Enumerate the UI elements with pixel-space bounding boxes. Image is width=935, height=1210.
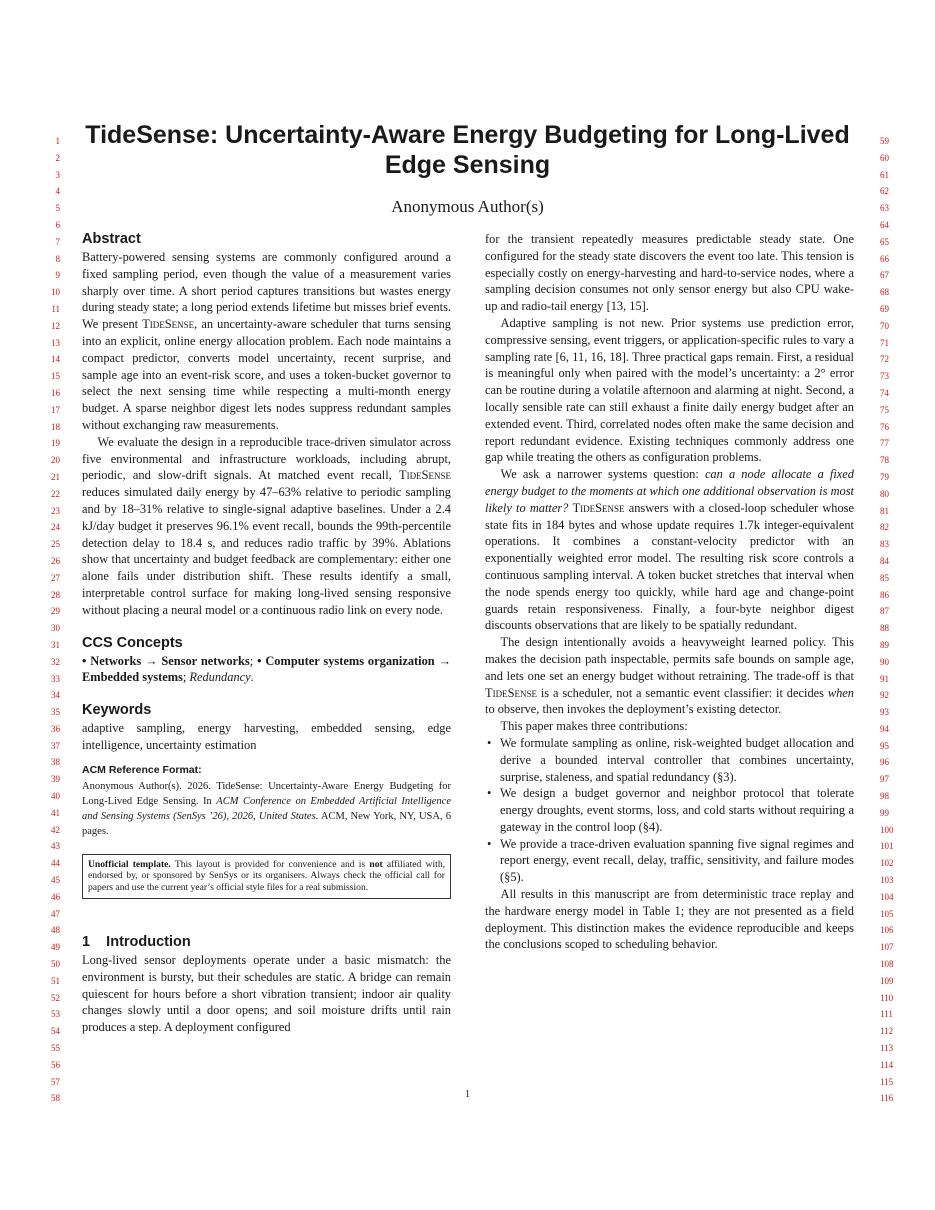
line-number: 74: [880, 387, 889, 398]
introduction-heading: 1 Introduction: [82, 933, 191, 950]
acm-reference-text: [82, 779, 451, 839]
line-number: 56: [51, 1059, 60, 1070]
line-number: 93: [880, 707, 889, 718]
line-number: 61: [880, 169, 889, 180]
line-number: 44: [51, 858, 60, 869]
line-number: 81: [880, 505, 889, 516]
line-number: 30: [51, 623, 60, 634]
line-number: 94: [880, 723, 889, 734]
line-number: 41: [51, 807, 60, 818]
title-line-1: TideSense: Uncertainty-Aware Energy Budgeting for Long-Lived: [85, 121, 850, 149]
intro-p4-a: The design intentionally avoids a heavyweight learned policy. This makes the decision path inspectable, permits safe bounds on sample age, and lets one set an energy budget without retraining. The trade-off is that: [485, 635, 854, 683]
system-name: TideSense: [142, 317, 195, 332]
line-number: 82: [880, 522, 889, 533]
line-number: 47: [51, 908, 60, 919]
line-number: 27: [51, 572, 60, 583]
unofficial-template-notice: [82, 854, 451, 899]
line-number: 113: [880, 1043, 894, 1054]
authors: Anonymous Author(s): [391, 197, 544, 216]
line-number: 85: [880, 572, 889, 583]
line-number: 20: [51, 455, 60, 466]
line-number: 71: [880, 337, 889, 348]
ccs-concept-1: • Networks → Sensor networks: [82, 653, 250, 668]
abstract-paragraph-2: [82, 434, 451, 619]
line-number: 72: [880, 354, 889, 365]
line-number: 108: [880, 959, 894, 970]
line-number: 101: [880, 841, 894, 852]
line-number: 25: [51, 539, 60, 550]
intro-paragraph-6: All results in this manuscript are from deterministic trace replay and the hardware energy model in Table 1; they are not presented as a field deployment. This distinction makes the evidence reproducible and keeps the conclusions scoped to scheduling behavior.: [485, 887, 854, 952]
intro-paragraph-3: [485, 466, 854, 634]
line-number: 3: [55, 169, 60, 180]
line-number: 8: [55, 253, 60, 264]
line-number: 18: [51, 421, 60, 432]
line-number: 35: [51, 707, 60, 718]
line-number: 21: [51, 471, 60, 482]
intro-paragraph-4: [485, 634, 854, 718]
ccs-concepts: [82, 653, 451, 687]
line-number: 62: [880, 186, 889, 197]
line-number: 103: [880, 875, 894, 886]
line-number: 95: [880, 740, 889, 751]
line-number: 1: [55, 136, 60, 146]
abstract-paragraph-1: [82, 249, 451, 434]
abstract-p2-text-b: reduces simulated daily energy by 47–63% relative to periodic sampling and by 18–31% relative to single-signal adaptive baselines. Under a 2.4 kJ/day budget it preserves 96.1% event recall, bounds the 99th-percentile detection delay to 18.4 s, and reduces radio traffic by 39%. Ablations show that uncertainty and budget feedback are complementary: either one alone fails under distribution shift. These results identify a small, interpretable control surface for making long-lived sensing responsive without placing a neural model or a continuous radio link on every node.: [82, 485, 451, 617]
intro-p3-b: answers with a closed-loop scheduler whose state fits in 184 bytes and whose update requires 1.7k integer-equivalent operations. It combines a constant-velocity predictor with an exponentially weighted error model. The resulting risk score controls a continuous sampling interval. A token bucket stretches that interval when the node spends energy too quickly, while hard age and change-point guards retain responsiveness. Finally, a four-byte neighbor digest discounts observations that are likely to be spatially redundant.: [485, 500, 854, 633]
line-number: 111: [880, 1009, 893, 1020]
line-number: 15: [51, 371, 60, 382]
keywords-heading: Keywords: [82, 702, 152, 719]
paper-title: [82, 120, 853, 180]
notice-bold: Unofficial template.: [88, 858, 171, 870]
left-column: [82, 229, 451, 1036]
ccs-separator: ;: [249, 653, 258, 668]
line-number: 79: [880, 471, 889, 482]
line-number: 7: [55, 236, 60, 247]
abstract-heading: Abstract: [82, 231, 141, 247]
keywords-text: adaptive sampling, energy harvesting, embedded sensing, edge intelligence, uncertainty estimation: [82, 721, 451, 752]
line-number: 48: [51, 925, 60, 936]
line-number: 104: [880, 891, 894, 902]
line-number: 77: [880, 438, 889, 449]
line-number: 67: [880, 270, 889, 281]
line-number: 55: [51, 1043, 60, 1054]
research-question: can a node allocate a fixed energy budget to the moments at which one additional observation is most likely to matter?: [485, 467, 854, 515]
line-number: 84: [880, 555, 889, 566]
notice-text-b: affiliated with, endorsed by, or sponsored by SenSys or its organisers. Always check the official call for papers and use the current year’s official style files for a real submission.: [88, 858, 446, 894]
line-number: 83: [880, 539, 889, 550]
line-number: 40: [51, 791, 60, 802]
line-number: 64: [880, 219, 889, 230]
line-number: 4: [55, 186, 60, 197]
line-number: 11: [51, 303, 60, 314]
contribution-item: • We formulate sampling as online, risk-weighted budget allocation and derive a bounded interval controller that combines uncertainty, surprise, staleness, and spatial redundancy (§3).: [485, 735, 854, 785]
line-number: 90: [880, 656, 889, 667]
line-number: 86: [880, 589, 889, 600]
line-number: 10: [51, 287, 60, 298]
line-number: 26: [51, 555, 60, 566]
line-number: 32: [51, 656, 60, 667]
line-number: 69: [880, 303, 889, 314]
abstract-p2-text-a: We evaluate the design in a reproducible trace-driven simulator across five environmental and infrastructure workloads, including abrupt, periodic, and slow-drift signals. At matched event recall,: [82, 434, 451, 483]
contributions-list: [485, 735, 854, 886]
line-number: 68: [880, 287, 889, 298]
intro-paragraph-2: Adaptive sampling is not new. Prior systems use prediction error, compressive sensing, event triggers, or application-specific rules to vary a sampling rate [6, 11, 16, 18]. Three practical gaps remain. First, a residual is meaningful only when paired with the model’s uncertainty: a 2° error can be routine during a volatile afternoon and alarming at night. Second, a locally sensible rate can still exhaust a finite daily energy budget after an extended event. Third, correlated nodes often make the same decision and report redundant evidence. Existing techniques commonly address one gap while treating the others as configuration problems.: [485, 315, 854, 465]
line-number: 39: [51, 774, 60, 785]
line-number: 57: [51, 1076, 60, 1087]
line-number: 100: [880, 824, 894, 835]
line-number: 80: [880, 488, 889, 499]
ccs-separator: ;: [182, 670, 190, 685]
line-number: 13: [51, 337, 60, 348]
intro-paragraph-1-start: Long-lived sensor deployments operate under a basic mismatch: the environment is bursty, but their schedules are static. A bridge can remain quiescent for hours before a short vibration transient; indoor air quality changes slowly until a door opens; and soil moisture drifts until rain produces a step. A deployment configured: [82, 952, 451, 1035]
line-number: 19: [51, 438, 60, 449]
line-number: 99: [880, 807, 889, 818]
contribution-item: • We design a budget governor and neighbor protocol that tolerate energy droughts, event storms, loss, and cold starts without requiring a gateway in the control loop (§4).: [485, 785, 854, 835]
line-number: 33: [51, 673, 60, 684]
intro-p3-a: We ask a narrower systems question:: [500, 467, 705, 482]
line-number: 105: [880, 908, 894, 919]
system-name: TideSense: [485, 685, 537, 700]
acm-reference-heading: ACM Reference Format:: [82, 763, 202, 776]
line-number: 102: [880, 858, 894, 869]
line-number: 29: [51, 606, 60, 617]
line-number: 43: [51, 841, 60, 852]
line-number: 116: [880, 1093, 894, 1104]
line-number: 45: [51, 875, 60, 886]
line-number: 22: [51, 488, 60, 499]
line-number: 115: [880, 1076, 894, 1087]
right-column: [485, 231, 854, 953]
intro-paragraph-5: This paper makes three contributions:: [500, 719, 688, 734]
line-number: 12: [51, 320, 60, 331]
line-number: 65: [880, 236, 889, 247]
intro-p4-b: is a scheduler, not a semantic event classifier: it decides: [536, 685, 828, 700]
line-number: 88: [880, 623, 889, 634]
acm-ref-venue: ACM Conference on Embedded Artificial Intelligence and Sensing Systems (SenSys ’26), 2026, United States.: [82, 795, 451, 822]
line-number: 75: [880, 404, 889, 415]
line-numbers-left: [38, 133, 60, 1107]
line-number: 2: [55, 152, 60, 163]
line-number: 38: [51, 757, 60, 768]
line-number: 23: [51, 505, 60, 516]
ccs-concept-2: • Computer systems organization → Embedded systems: [82, 653, 451, 685]
line-number: 14: [51, 354, 60, 365]
line-number: 28: [51, 589, 60, 600]
notice-text-a: This layout is provided for convenience and is: [170, 858, 370, 870]
ccs-end: .: [250, 670, 254, 685]
line-number: 5: [55, 203, 60, 214]
line-number: 106: [880, 925, 894, 936]
acm-ref-b: ACM, New York, NY, USA, 6 pages.: [82, 810, 451, 837]
line-number: 70: [880, 320, 889, 331]
line-number: 87: [880, 606, 889, 617]
system-name: TideSense: [399, 468, 451, 483]
line-number: 54: [51, 1026, 60, 1037]
contribution-item: • We provide a trace-driven evaluation spanning five signal regimes and report energy, event recall, delay, traffic, sensitivity, and failure modes (§5).: [485, 836, 854, 886]
line-number: 31: [51, 639, 60, 650]
ccs-heading: CCS Concepts: [82, 634, 183, 651]
acm-ref-a: Anonymous Author(s). 2026. TideSense: Uncertainty-Aware Energy Budgeting for Long-Lived Edge Sensing. In: [82, 780, 451, 807]
line-number: 34: [51, 690, 60, 701]
line-number: 96: [880, 757, 889, 768]
line-number: 114: [880, 1059, 894, 1070]
line-number: 92: [880, 690, 889, 701]
line-number: 36: [51, 723, 60, 734]
line-number: 98: [880, 791, 889, 802]
line-number: 51: [51, 975, 60, 986]
line-number: 42: [51, 824, 60, 835]
line-number: 107: [880, 942, 894, 953]
line-number: 52: [51, 992, 60, 1003]
line-number: 37: [51, 740, 60, 751]
line-number: 60: [880, 152, 889, 163]
ccs-concept-3: Redundancy: [189, 670, 251, 685]
line-number: 89: [880, 639, 889, 650]
line-number: 66: [880, 253, 889, 264]
line-number: 16: [51, 387, 60, 398]
line-number: 112: [880, 1026, 894, 1037]
line-number: 9: [55, 270, 60, 281]
line-number: 53: [51, 1009, 60, 1020]
line-number: 97: [880, 774, 889, 785]
line-number: 6: [55, 219, 60, 230]
title-line-2: Edge Sensing: [384, 151, 551, 179]
system-name: TideSense: [572, 500, 625, 515]
line-number: 24: [51, 522, 60, 533]
abstract-p1-text-b: , an uncertainty-aware scheduler that turns sensing into an explicit, online energy allocation problem. Each node maintains a compact predictor, converts model uncertainty, recent surprise, and sample age into an event-risk score, and uses a token-bucket governor to select the next sensing time while respecting a multi-month energy budget. A sparse neighbor digest lets nodes suppress redundant samples without exchanging raw measurements.: [82, 317, 451, 432]
line-number: 17: [51, 404, 60, 415]
line-number: 91: [880, 673, 889, 684]
line-number: 58: [51, 1093, 60, 1104]
line-number: 110: [880, 992, 894, 1003]
line-number: 50: [51, 959, 60, 970]
page-number: 1: [465, 1089, 470, 1100]
line-number: 78: [880, 455, 889, 466]
intro-paragraph-1-end: for the transient repeatedly measures predictable steady state. One configured for the steady state discovers the event too late. This tension is especially costly on energy-harvesting and hard-to-service nodes, where a sampling decision consumes not only sensor energy but also CPU wake-up and radio-tail energy [13, 15].: [485, 232, 854, 314]
line-number: 63: [880, 203, 889, 214]
line-number: 73: [880, 371, 889, 382]
intro-p4-italic: when: [827, 685, 854, 700]
intro-p4-c: to observe, then invokes the deployment’s existing detector.: [485, 702, 782, 717]
notice-not: not: [369, 858, 383, 870]
line-number: 49: [51, 942, 60, 953]
line-numbers-right: [880, 133, 902, 1107]
line-number: 109: [880, 975, 894, 986]
line-number: 46: [51, 891, 60, 902]
abstract-p1-text-a: Battery-powered sensing systems are commonly configured around a fixed sampling period, even though the value of a measurement varies sharply over time. A short period captures transitions but wastes energy during steady state; a long period extends lifetime but misses brief events. We present: [82, 250, 451, 332]
line-number: 59: [880, 136, 889, 146]
line-number: 76: [880, 421, 889, 432]
